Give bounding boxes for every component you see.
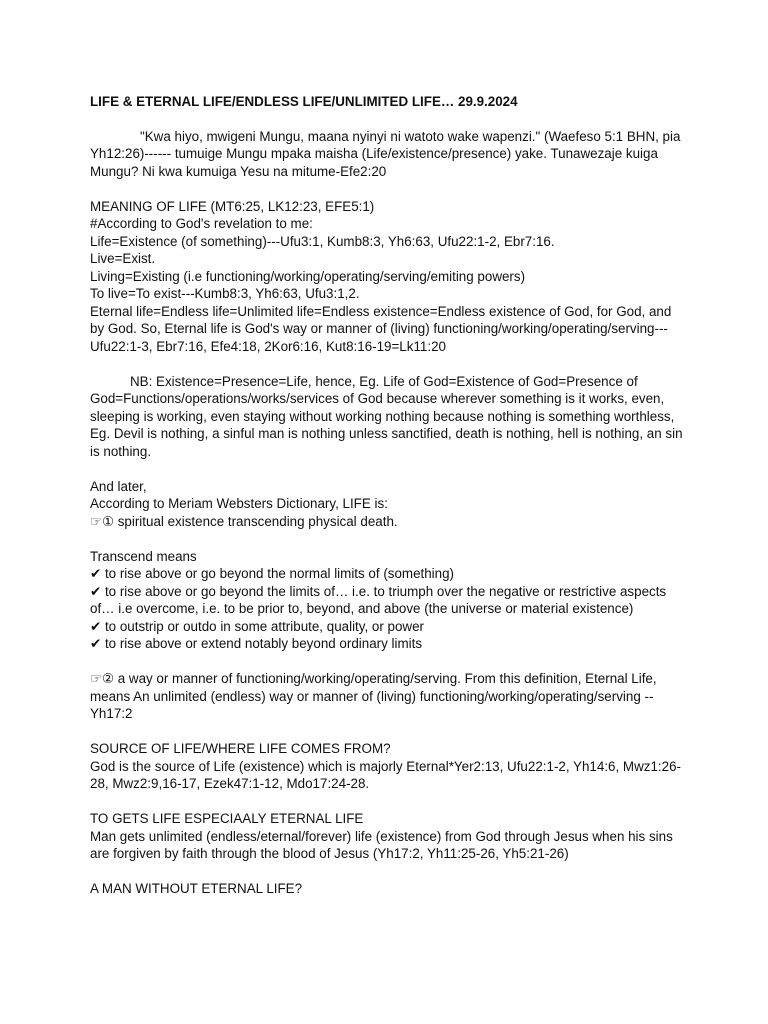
meaning-line: Life=Existence (of something)---Ufu3:1, Kumb8:3, Yh6:63, Ufu22:1-2, Ebr7:16. bbox=[90, 233, 555, 249]
document-body bbox=[90, 93, 685, 898]
definition-2: ☞② a way or manner of functioning/working/operating/serving. From this definition, Eternal Life, means An unlimited (endless) way or manner of (living) functioning/working/operating/serving --Yh17:2 bbox=[90, 671, 657, 721]
later-line: And later, bbox=[90, 478, 147, 494]
spacer bbox=[90, 653, 685, 671]
transcend-heading: Transcend means bbox=[90, 548, 197, 564]
document-title: LIFE & ETERNAL LIFE/ENDLESS LIFE/UNLIMITED LIFE… 29.9.2024 bbox=[90, 94, 518, 109]
spacer bbox=[90, 793, 685, 811]
transcend-item: ✔ to outstrip or outdo in some attribute, quality, or power bbox=[90, 618, 425, 634]
transcend-item: ✔ to rise above or go beyond the normal limits of (something) bbox=[90, 566, 455, 581]
meaning-line: To live=To exist---Kumb8:3, Yh6:63, Ufu3:1,2. bbox=[90, 286, 360, 301]
definition-1: ☞① spiritual existence transcending physical death. bbox=[90, 513, 398, 529]
transcend-item: ✔ to rise above or go beyond the limits of… i.e. to triumph over the negative or restrictive aspects of… i.e overcome, i.e. to be prior to, beyond, and above (the universe or material existence) bbox=[90, 583, 667, 616]
nb-paragraph: NB: Existence=Presence=Life, hence, Eg. Life of God=Existence of God=Presence of God=Functions/operations/works/services of God because wherever something is it works, even, sleeping is working, even staying without working nothing because nothing is something worthless, Eg. Devil is nothing, a sinful man is nothing unless sanctified, death is nothing, hell is nothing, an sin is nothing. bbox=[90, 373, 683, 459]
gets-text: Man gets unlimited (endless/eternal/forever) life (existence) from God through Jesus when his sins are forgiven by faith through the blood of Jesus (Yh17:2, Yh11:25-26, Yh5:21-26) bbox=[90, 828, 673, 861]
gets-heading: TO GETS LIFE ESPECIAALY ETERNAL LIFE bbox=[90, 811, 364, 826]
intro-paragraph: "Kwa hiyo, mwigeni Mungu, maana nyinyi ni watoto wake wapenzi." (Waefeso 5:1 BHN, pia Yh12:26)------ tumuige Mungu mpaka maisha (Life/existence/presence) yake. Tunawezaje kuiga Mungu? Ni kwa kumuiga Yesu na mitume-Efe2:20 bbox=[90, 128, 681, 179]
meaning-line: Eternal life=Endless life=Unlimited life=Endless existence=Endless existence of God, for God, and by God. So, Eternal life is God's way or manner of (living) functioning/working/operating/serving---Ufu22:1-3, Ebr7:16, Efe4:18, 2Kor6:16, Kut8:16-19=Lk11:20 bbox=[90, 303, 672, 354]
meaning-line: Live=Exist. bbox=[90, 251, 156, 266]
later-line: According to Meriam Websters Dictionary, LIFE is: bbox=[90, 496, 388, 511]
spacer bbox=[90, 530, 685, 548]
meaning-line: #According to God's revelation to me: bbox=[90, 216, 313, 231]
without-heading: A MAN WITHOUT ETERNAL LIFE? bbox=[90, 881, 303, 896]
spacer bbox=[90, 180, 685, 198]
spacer bbox=[90, 355, 685, 373]
transcend-item: ✔ to rise above or extend notably beyond ordinary limits bbox=[90, 636, 423, 651]
source-heading: SOURCE OF LIFE/WHERE LIFE COMES FROM? bbox=[90, 741, 391, 756]
source-text: God is the source of Life (existence) which is majorly Eternal*Yer2:13, Ufu22:1-2, Yh14:6, Mwz1:26-28, Mwz2:9,16-17, Ezek47:1-12, Mdo17:24-28. bbox=[90, 758, 681, 791]
spacer bbox=[90, 723, 685, 741]
spacer bbox=[90, 863, 685, 881]
meaning-line: Living=Existing (i.e functioning/working/operating/serving/emiting powers) bbox=[90, 268, 526, 284]
meaning-heading: MEANING OF LIFE (MT6:25, LK12:23, EFE5:1) bbox=[90, 198, 375, 214]
spacer bbox=[90, 460, 685, 478]
